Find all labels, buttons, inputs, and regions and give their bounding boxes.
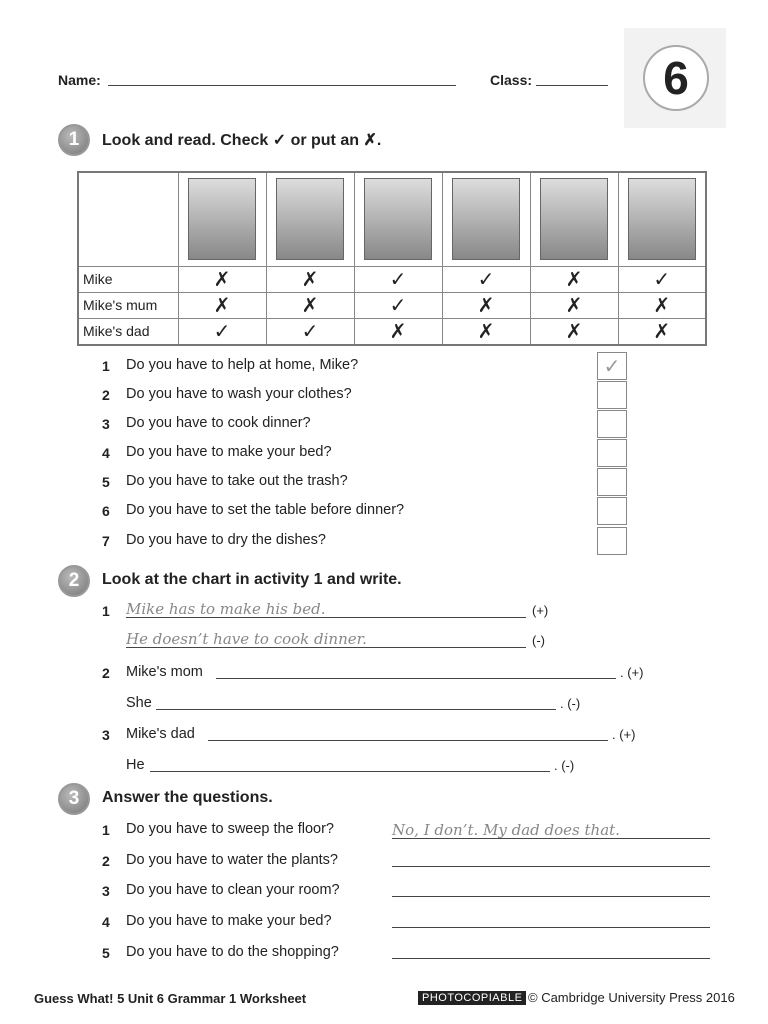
chart-mark: ✓ [442, 266, 530, 292]
question-text: Do you have to make your bed? [126, 444, 332, 460]
chart-row-label: Mike's dad [78, 318, 178, 345]
picture-drying-dishes [628, 178, 696, 260]
chart-mark: ✗ [530, 266, 618, 292]
chart-mark: ✗ [442, 318, 530, 345]
chores-chart [77, 171, 707, 346]
activity-3-badge: 3 [58, 783, 90, 815]
activity-3-heading: Answer the questions. [102, 789, 273, 806]
unit-number: 6 [643, 45, 709, 111]
answer-checkbox[interactable] [597, 439, 627, 467]
question-number: 7 [102, 533, 110, 549]
answer-line[interactable] [156, 709, 556, 710]
item-prefix: Mike's dad [126, 726, 195, 742]
chart-corner-cell [78, 172, 178, 266]
copyright-text: © Cambridge University Press 2016 [528, 990, 735, 1005]
sign-negative: . (-) [560, 696, 581, 711]
chart-mark: ✗ [178, 292, 266, 318]
chart-mark: ✗ [266, 266, 354, 292]
answer-line[interactable] [126, 647, 526, 648]
question-number: 2 [102, 853, 110, 869]
question-number: 6 [102, 503, 110, 519]
sign-positive: . (+) [612, 727, 636, 742]
item-prefix: Mike's mom [126, 664, 203, 680]
item-number: 3 [102, 727, 110, 743]
chart-mark: ✓ [178, 318, 266, 345]
chart-mark: ✗ [178, 266, 266, 292]
chart-mark: ✗ [442, 292, 530, 318]
chart-mark: ✗ [354, 318, 442, 345]
chart-picture-4 [442, 172, 530, 266]
picture-washing-clothes [188, 178, 256, 260]
example-answer: Mike has to make his bed. [126, 600, 326, 618]
question-text: Do you have to set the table before dinner? [126, 502, 405, 518]
picture-taking-out-trash [452, 178, 520, 260]
question-number: 5 [102, 945, 110, 961]
question-number: 3 [102, 416, 110, 432]
question-text: Do you have to take out the trash? [126, 473, 348, 489]
answer-checkbox[interactable] [597, 468, 627, 496]
question-number: 1 [102, 358, 110, 374]
chart-mark: ✗ [618, 318, 706, 345]
question-number: 2 [102, 387, 110, 403]
question-text: Do you have to make your bed? [126, 913, 332, 929]
answer-checkbox[interactable] [597, 497, 627, 525]
item-number: 2 [102, 665, 110, 681]
item-number: 1 [102, 603, 110, 619]
chart-picture-6 [618, 172, 706, 266]
activity-2-badge: 2 [58, 565, 90, 597]
chart-picture-3 [354, 172, 442, 266]
question-text: Do you have to do the shopping? [126, 944, 339, 960]
chart-picture-2 [266, 172, 354, 266]
answer-line[interactable] [392, 958, 710, 959]
question-text: Do you have to cook dinner? [126, 415, 311, 431]
name-label: Name: [58, 72, 101, 88]
question-number: 4 [102, 445, 110, 461]
chart-mark: ✓ [618, 266, 706, 292]
question-number: 5 [102, 474, 110, 490]
photocopiable-badge: PHOTOCOPIABLE [418, 991, 526, 1005]
sign-negative: (-) [532, 633, 545, 648]
activity-1-badge: 1 [58, 124, 90, 156]
chart-row-label: Mike [78, 266, 178, 292]
chart-row-label: Mike's mum [78, 292, 178, 318]
sign-negative: . (-) [554, 758, 575, 773]
answer-checkbox[interactable]: ✓ [597, 352, 627, 380]
answer-line[interactable] [392, 927, 710, 928]
answer-line[interactable] [392, 896, 710, 897]
answer-line[interactable] [392, 866, 710, 867]
chart-mark: ✓ [266, 318, 354, 345]
question-text: Do you have to water the plants? [126, 852, 338, 868]
chart-row-mike [78, 266, 706, 292]
question-text: Do you have to dry the dishes? [126, 532, 326, 548]
chart-mark: ✗ [618, 292, 706, 318]
question-number: 4 [102, 914, 110, 930]
picture-making-bed [364, 178, 432, 260]
chart-picture-1 [178, 172, 266, 266]
item-prefix: She [126, 695, 152, 711]
question-number: 1 [102, 822, 110, 838]
example-answer: He doesn’t have to cook dinner. [126, 630, 367, 648]
sign-positive: . (+) [620, 665, 644, 680]
answer-line[interactable] [208, 740, 608, 741]
chart-mark: ✗ [530, 318, 618, 345]
question-text: Do you have to help at home, Mike? [126, 357, 359, 373]
picture-cooking [276, 178, 344, 260]
example-answer: No, I don’t. My dad does that. [392, 821, 620, 839]
class-field-line[interactable] [536, 85, 608, 86]
chart-picture-5 [530, 172, 618, 266]
activity-2-heading: Look at the chart in activity 1 and write. [102, 571, 402, 588]
answer-line[interactable] [150, 771, 550, 772]
item-prefix: He [126, 757, 145, 773]
chart-mark: ✗ [530, 292, 618, 318]
question-number: 3 [102, 883, 110, 899]
answer-line[interactable] [392, 838, 710, 839]
answer-checkbox[interactable] [597, 410, 627, 438]
footer-title: Guess What! 5 Unit 6 Grammar 1 Worksheet [34, 991, 307, 1006]
question-text: Do you have to sweep the floor? [126, 821, 334, 837]
question-text: Do you have to wash your clothes? [126, 386, 352, 402]
answer-line[interactable] [126, 617, 526, 618]
activity-1-heading: Look and read. Check ✓ or put an ✗. [102, 132, 382, 149]
class-label: Class: [490, 72, 533, 88]
chart-mark: ✓ [354, 266, 442, 292]
sign-positive: (+) [532, 603, 549, 618]
chart-mark: ✓ [354, 292, 442, 318]
question-text: Do you have to clean your room? [126, 882, 340, 898]
chart-row-mikes-dad [78, 318, 706, 345]
chart-row-mikes-mum [78, 292, 706, 318]
answer-checkbox[interactable] [597, 527, 627, 555]
chart-mark: ✗ [266, 292, 354, 318]
answer-line[interactable] [216, 678, 616, 679]
name-field-line[interactable] [108, 85, 456, 86]
picture-setting-table [540, 178, 608, 260]
answer-checkbox[interactable] [597, 381, 627, 409]
